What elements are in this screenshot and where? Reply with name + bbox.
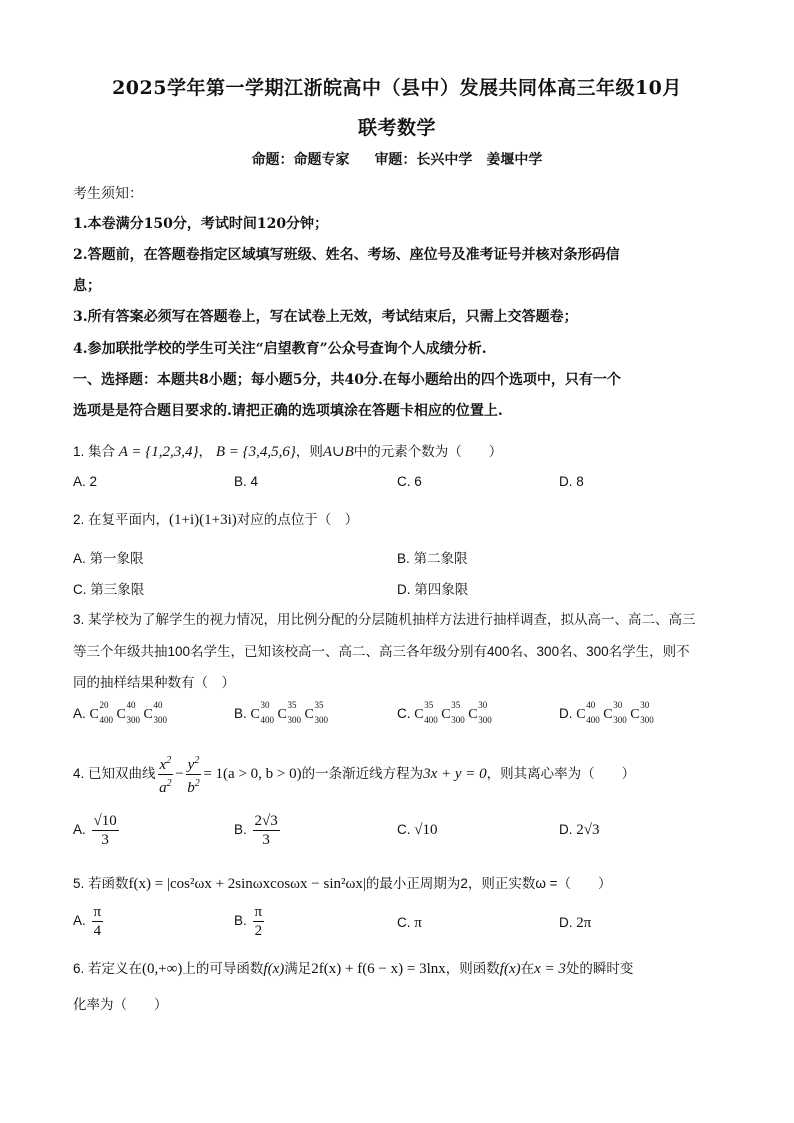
q4-option-a: A. $\frac{√10}{3}$ xyxy=(73,813,117,848)
q4-fraction-x: $\frac{x^2}{a^2}$ xyxy=(158,752,174,797)
q3-option-a: A. C 20 400 C 40 300 C 40 300 xyxy=(73,705,171,725)
q6-interval: (0,+∞) xyxy=(142,961,183,977)
q2-option-d: D. 第四象限 xyxy=(397,582,469,597)
q3-option-b: B. C 30 400 C 35 300 C 35 300 xyxy=(234,705,332,725)
section-heading-line1: 一、选择题：本题共8小题；每小题5分，共40分.在每小题给出的四个选项中，只有一个 xyxy=(73,372,621,388)
q4-fraction-y: $\frac{y^2}{b^2}$ xyxy=(186,752,202,797)
q4-condition: = 1(a > 0, b > 0) xyxy=(203,766,302,783)
q1-set-a: A = {1,2,3,4} xyxy=(118,444,199,460)
q3-option-d: D. C 40 400 C 30 300 C 30 300 xyxy=(559,705,657,725)
question-3-line2: 等三个年级共抽100名学生，已知该校高一、高二、高三各年级分别有400名、300名、300名学生，则不 xyxy=(73,644,690,659)
q5-prefix: 5. 若函数 xyxy=(73,876,129,891)
reviewer-label: 审题：长兴中学 姜堰中学 xyxy=(374,152,543,168)
q1-option-b: B. 4 xyxy=(234,474,259,489)
q1-set-b: B = {3,4,5,6} xyxy=(215,444,296,460)
q2-option-a: A. 第一象限 xyxy=(73,551,144,566)
combination-term: C 30 300 xyxy=(630,700,654,725)
q1-option-c: C. 6 xyxy=(397,474,422,489)
question-5 xyxy=(73,872,733,893)
question-6-line1: 6. 若定义在(0,+∞)上的可导函数f(x)满足2f(x) + f(6 − x) = 3lnx，则函数f(x)在x = 3处的瞬时变 xyxy=(73,961,634,977)
q1-union: A∪B xyxy=(322,444,354,460)
q5-suffix: 的最小正周期为2，则正实数ω =（ ） xyxy=(365,876,612,891)
question-6-line2: 化率为（ ） xyxy=(73,997,168,1012)
combination-term: C 40 400 xyxy=(576,700,600,725)
q1-option-a: A. 2 xyxy=(73,474,98,489)
q2-option-c: C. 第三象限 xyxy=(73,582,145,597)
q4-asymptote: 3x + y = 0 xyxy=(423,766,487,783)
q6-point: x = 3 xyxy=(534,961,566,977)
q2-prefix: 2. 在复平面内， xyxy=(73,512,170,527)
combination-term: C 30 300 xyxy=(468,700,492,725)
q3-option-c: C. C 35 400 C 35 300 C 30 300 xyxy=(397,705,495,725)
notice-item-2-cont: 息； xyxy=(73,278,101,294)
combination-term: C 40 300 xyxy=(116,700,141,725)
q2-option-b: B. 第二象限 xyxy=(397,551,468,566)
q1-middle: ，则 xyxy=(295,444,323,459)
q4-prefix: 4. 已知双曲线 xyxy=(73,766,156,782)
q4-option-c: C. √10 xyxy=(397,822,438,838)
combination-term: C 30 300 xyxy=(603,700,627,725)
combination-term: C 35 400 xyxy=(414,700,438,725)
q1-suffix: 中的元素个数为（ ） xyxy=(353,444,503,459)
combination-term: C 35 300 xyxy=(441,700,465,725)
q1-option-d: D. 8 xyxy=(559,474,584,489)
combination-term: C 35 300 xyxy=(304,700,329,725)
q4-mid: 的一条渐近线方程为 xyxy=(301,766,424,782)
q6-equation: 2f(x) + f(6 − x) = 3lnx xyxy=(311,961,446,977)
q5-option-c: C. π xyxy=(397,915,422,931)
q5-function: f(x) = |cos²ωx + 2sinωxcosωx − sin²ωx| xyxy=(128,876,366,892)
exam-title-line1: 2025学年第一学期江浙皖高中（县中）发展共同体高三年级10月 xyxy=(112,77,682,99)
proposer-label: 命题：命题专家 xyxy=(251,152,350,168)
question-3-line1: 3. 某学校为了解学生的视力情况，用比例分配的分层随机抽样方法进行抽样调查，拟从高一、高二、高三 xyxy=(73,612,696,627)
q2-expression: (1+i)(1+3i) xyxy=(169,512,237,528)
combination-term: C 30 400 xyxy=(250,700,275,725)
exam-title-line2: 联考数学 xyxy=(357,117,436,139)
q5-option-b: B. $\frac{\pi}{2}$ xyxy=(234,904,263,939)
q5-option-d: D. 2π xyxy=(559,915,592,931)
combination-term: C 35 300 xyxy=(277,700,302,725)
notice-heading: 考生须知： xyxy=(73,186,143,202)
q5-option-a: A. $\frac{\pi}{4}$ xyxy=(73,904,102,939)
q4-option-b: B. $\frac{2√3}{3}$ xyxy=(234,813,278,848)
question-1: 1. 集合 A = {1,2,3,4}， B = {3,4,5,6}，则A∪B中的元素个数为（ ） xyxy=(73,444,503,460)
q4-suffix: ，则其离心率为（ ） xyxy=(486,766,636,782)
notice-item-2: 2.答题前，在答题卷指定区域填写班级、姓名、考场、座位号及准考证号并核对条形码信 xyxy=(73,247,620,263)
notice-item-1: 1.本卷满分150分，考试时间120分钟； xyxy=(73,216,329,232)
combination-term: C 40 300 xyxy=(143,700,168,725)
combination-term: C 20 400 xyxy=(89,700,114,725)
section-heading-line2: 选项是是符合题目要求的.请把正确的选项填涂在答题卡相应的位置上. xyxy=(73,403,503,419)
notice-item-3: 3.所有答案必须写在答题卷上，写在试卷上无效，考试结束后，只需上交答题卷； xyxy=(73,309,578,325)
q1-prefix: 1. 集合 xyxy=(73,444,116,459)
question-2 xyxy=(73,508,733,529)
authors-line xyxy=(0,149,794,169)
question-3-line3: 同的抽样结果种数有（ ） xyxy=(73,675,235,690)
q2-suffix: 对应的点位于（ ） xyxy=(236,512,359,527)
question-4: 4. 已知双曲线 $\frac{x^2}{a^2}$ − $\frac{y^2}{b^2}$ = 1(a > 0, b > 0)的一条渐近线方程为3x + y = 0，则其离心率为（ ） xyxy=(73,752,733,797)
q4-option-d: D. 2√3 xyxy=(559,822,600,838)
notice-item-4: 4.参加联批学校的学生可关注“启望教育”公众号查询个人成绩分析. xyxy=(73,341,487,357)
